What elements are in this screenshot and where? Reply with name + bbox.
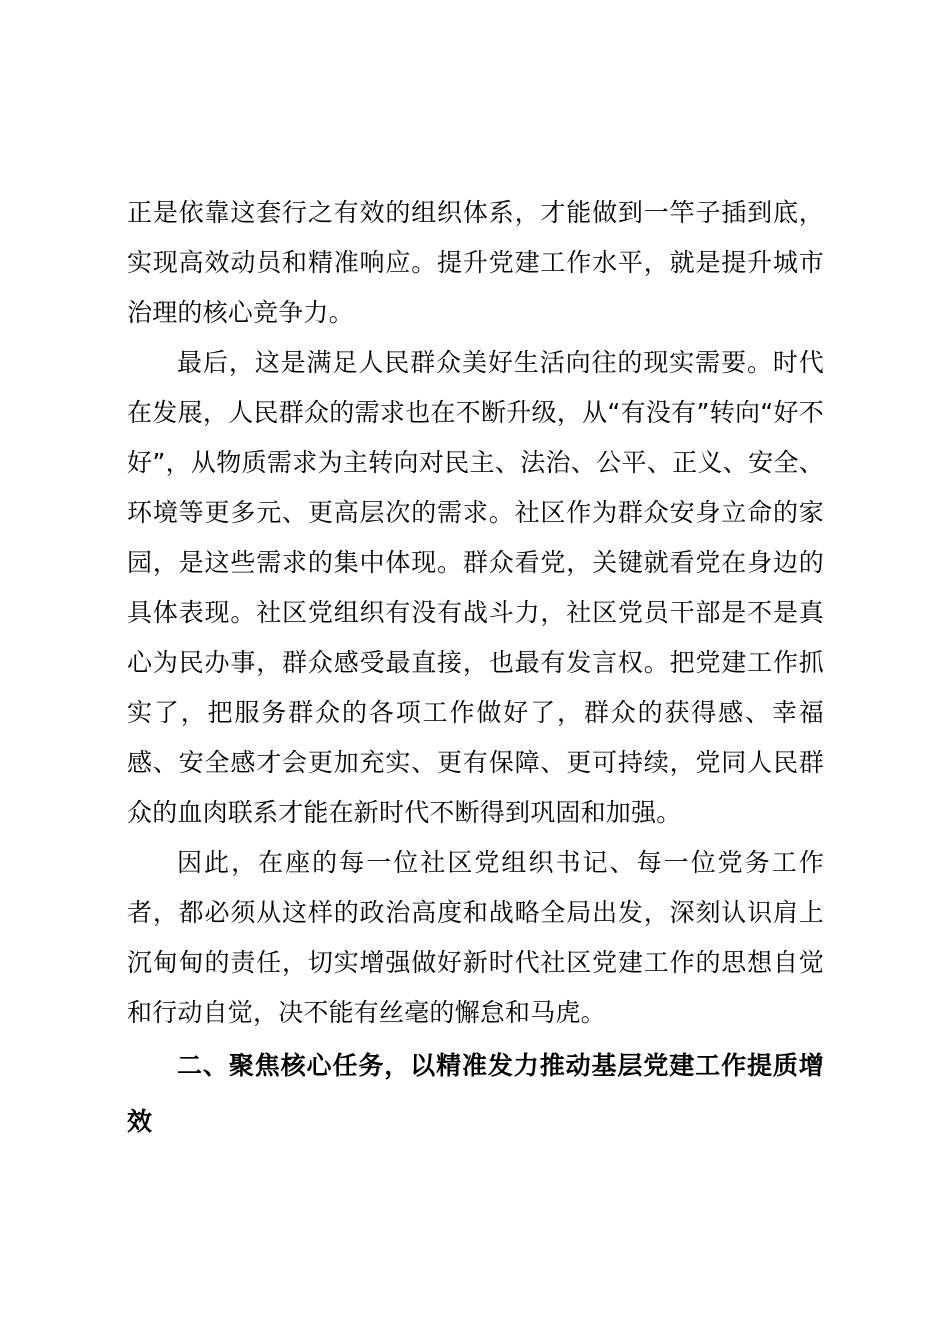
paragraph-3: 因此，在座的每一位社区党组织书记、每一位党务工作者，都必须从这样的政治高度和战略全局出发，深刻认识肩上沉甸甸的责任，切实增强做好新时代社区党建工作的思想自觉和行动自觉，决不能有丝毫的懈怠和马虎。	[127, 848, 824, 1027]
section-heading: 二、聚焦核心任务，以精准发力推动基层党建工作提质增效	[127, 1051, 824, 1136]
paragraph-1: 正是依靠这套行之有效的组织体系，才能做到一竿子插到底，实现高效动员和精准响应。提升党建工作水平，就是提升城市治理的核心竞争力。	[127, 198, 824, 327]
document-body	[127, 188, 824, 1150]
paragraph-2: 最后，这是满足人民群众美好生活向往的现实需要。时代在发展，人民群众的需求也在不断升级，从“有没有”转向“好不好”，从物质需求为主转向对民主、法治、公平、正义、安全、环境等更多元、更高层次的需求。社区作为群众安身立命的家园，是这些需求的集中体现。群众看党，关键就看党在身边的具体表现。社区党组织有没有战斗力，社区党员干部是不是真心为民办事，群众感受最直接，也最有发言权。把党建工作抓实了，把服务群众的各项工作做好了，群众的获得感、幸福感、安全感才会更加充实、更有保障、更可持续，党同人民群众的血肉联系才能在新时代不断得到巩固和加强。	[127, 348, 824, 827]
